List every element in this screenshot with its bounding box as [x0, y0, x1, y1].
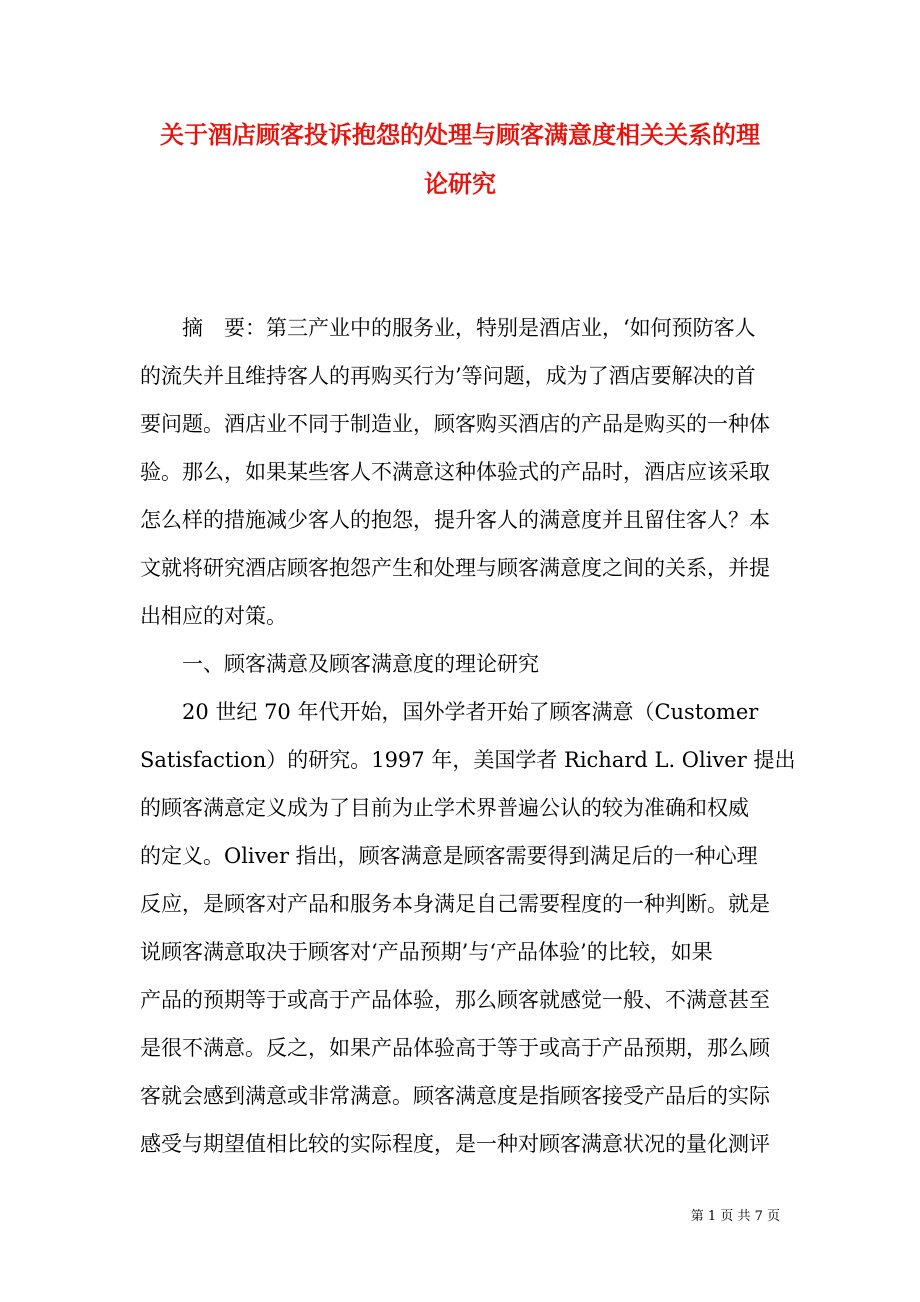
- body-line: 反应，是顾客对产品和服务本身满足自己需要程度的一种判断。就是: [140, 892, 770, 916]
- abstract-line: 出相应的对策。: [140, 604, 287, 628]
- abstract-line: 的流失并且维持客人的再购买行为’等问题，成为了酒店要解决的首: [140, 364, 756, 388]
- body-line: 的顾客满意定义成为了目前为止学术界普遍公认的较为准确和权威: [140, 796, 749, 820]
- body-line: 是很不满意。反之，如果产品体验高于等于或高于产品预期，那么顾: [140, 1036, 770, 1060]
- body-line: 20 世纪 70 年代开始，国外学者开始了顾客满意（Customer: [182, 700, 759, 724]
- body-line: 说顾客满意取决于顾客对‘产品预期’与‘产品体验’的比较，如果: [140, 940, 713, 964]
- body-line: 客就会感到满意或非常满意。顾客满意度是指顾客接受产品后的实际: [140, 1084, 770, 1108]
- abstract-line: 验。那么，如果某些客人不满意这种体验式的产品时，酒店应该采取: [140, 460, 770, 484]
- section-heading-text: 一、顾客满意及顾客满意度的理论研究: [182, 652, 539, 676]
- body-line: 感受与期望值相比较的实际程度，是一种对顾客满意状况的量化测评: [140, 1132, 770, 1156]
- page-number-footer: 第 1 页 共 7 页: [690, 1209, 780, 1224]
- abstract-line: 怎么样的措施减少客人的抱怨，提升客人的满意度并且留住客人？本: [140, 508, 770, 532]
- body-line: 产品的预期等于或高于产品体验，那么顾客就感觉一般、不满意甚至: [140, 988, 770, 1012]
- abstract-line: 要问题。酒店业不同于制造业，顾客购买酒店的产品是购买的一种体: [140, 412, 770, 436]
- body-line: 的定义。Oliver 指出，顾客满意是顾客需要得到满足后的一种心理: [140, 844, 758, 868]
- body-line: Satisfaction）的研究。1997 年，美国学者 Richard L. Oliver 提出: [140, 748, 796, 772]
- abstract-line: 文就将研究酒店顾客抱怨产生和处理与顾客满意度之间的关系，并提: [140, 556, 770, 580]
- document-title-line-2: 论研究: [424, 169, 496, 198]
- document-title-line-1: 关于酒店顾客投诉抱怨的处理与顾客满意度相关关系的理: [160, 120, 760, 149]
- abstract-line: 摘 要：第三产业中的服务业，特别是酒店业，‘如何预防客人: [182, 316, 756, 340]
